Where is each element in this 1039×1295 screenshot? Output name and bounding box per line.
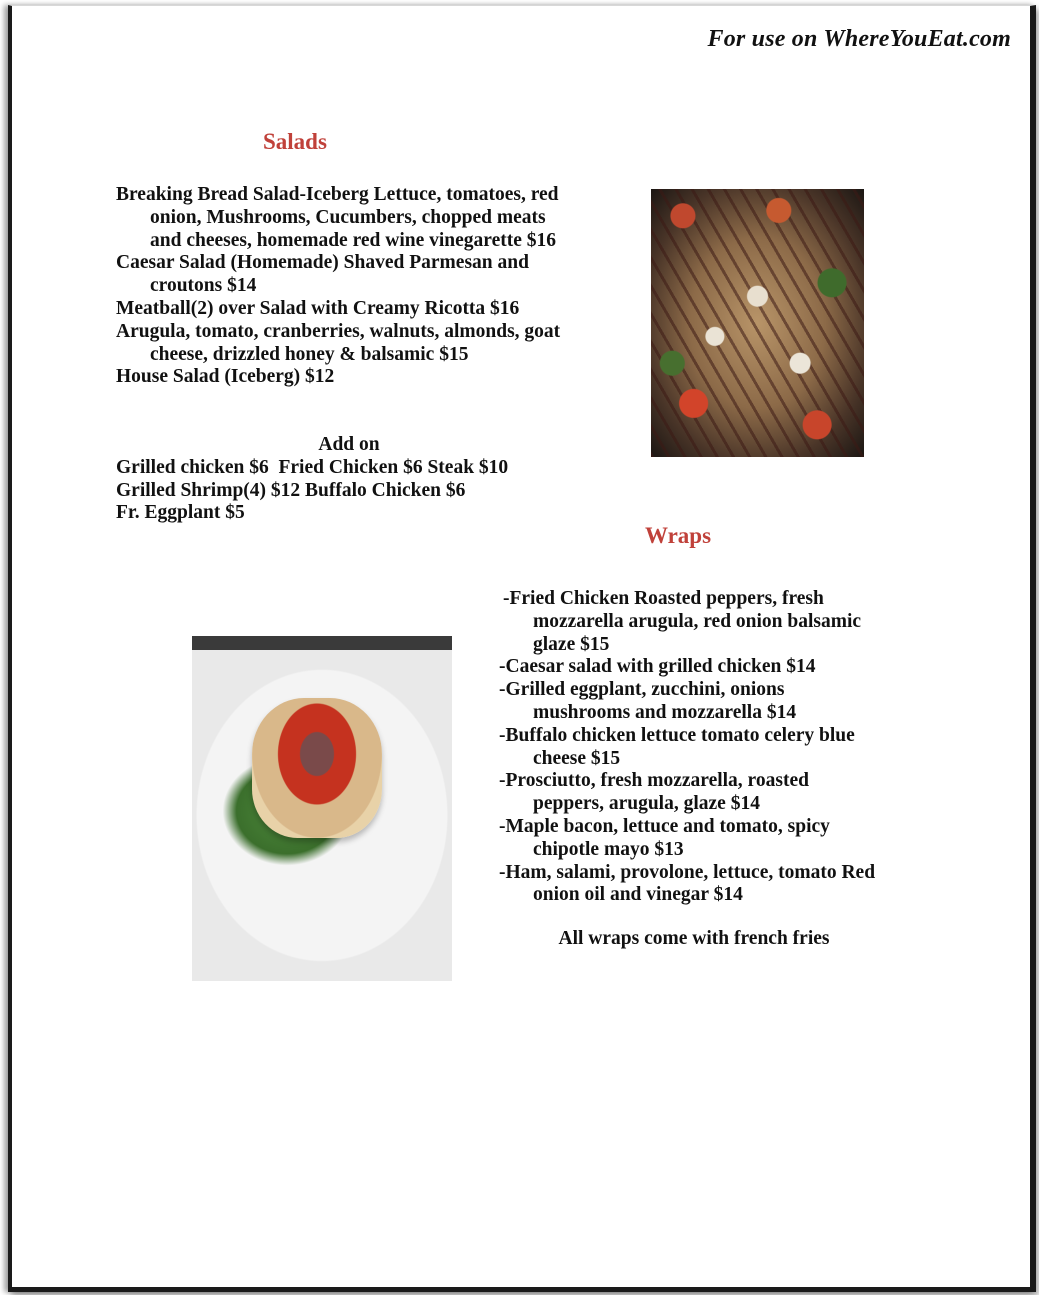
wrap-photo: [192, 636, 452, 981]
salad-item: Arugula, tomato, cranberries, walnuts, almonds, goat cheese, drizzled honey & balsamic $15: [116, 320, 561, 365]
salad-item: House Salad (Iceberg) $12: [116, 366, 335, 388]
wrap-item: -Ham, salami, provolone, lettuce, tomato Red onion oil and vinegar $14: [499, 861, 876, 906]
salad-item: Meatball(2) over Salad with Creamy Ricotta $16: [116, 297, 520, 319]
addons-section: [116, 434, 582, 525]
salads-list: [116, 184, 576, 389]
salad-item: Caesar Salad (Homemade) Shaved Parmesan and croutons $14: [116, 252, 529, 297]
addon-line: Grilled chicken $6 Fried Chicken $6 Steak $10: [116, 456, 509, 478]
addon-title: Add on: [318, 434, 380, 455]
wrap-item: -Fried Chicken Roasted peppers, fresh mozzarella arugula, red onion balsamic glaze $15: [503, 588, 862, 655]
wrap-item: -Buffalo chicken lettuce tomato celery blue cheese $15: [499, 724, 855, 769]
wrap-food: [252, 698, 382, 838]
wrap-item: -Prosciutto, fresh mozzarella, roasted peppers, arugula, glaze $14: [499, 770, 809, 815]
addon-line: Fr. Eggplant $5: [116, 502, 245, 524]
salad-item: Breaking Bread Salad-Iceberg Lettuce, tomatoes, red onion, Mushrooms, Cucumbers, chopped meats and cheeses, homemade red wine vinegarette $16: [116, 184, 559, 251]
wrap-item: -Grilled eggplant, zucchini, onions mushrooms and mozzarella $14: [499, 679, 797, 723]
salad-photo: [651, 189, 864, 457]
wraps-note: All wraps come with french fries: [558, 928, 830, 949]
wraps-heading: Wraps: [645, 523, 712, 548]
wrap-item: -Maple bacon, lettuce and tomato, spicy chipotle mayo $13: [499, 815, 830, 860]
salads-heading: Salads: [263, 129, 327, 154]
watermark: For use on WhereYouEat.com: [707, 26, 1011, 52]
wrap-item: -Caesar salad with grilled chicken $14: [499, 656, 816, 678]
addon-line: Grilled Shrimp(4) $12 Buffalo Chicken $6: [116, 479, 466, 501]
wraps-list: [499, 588, 879, 907]
